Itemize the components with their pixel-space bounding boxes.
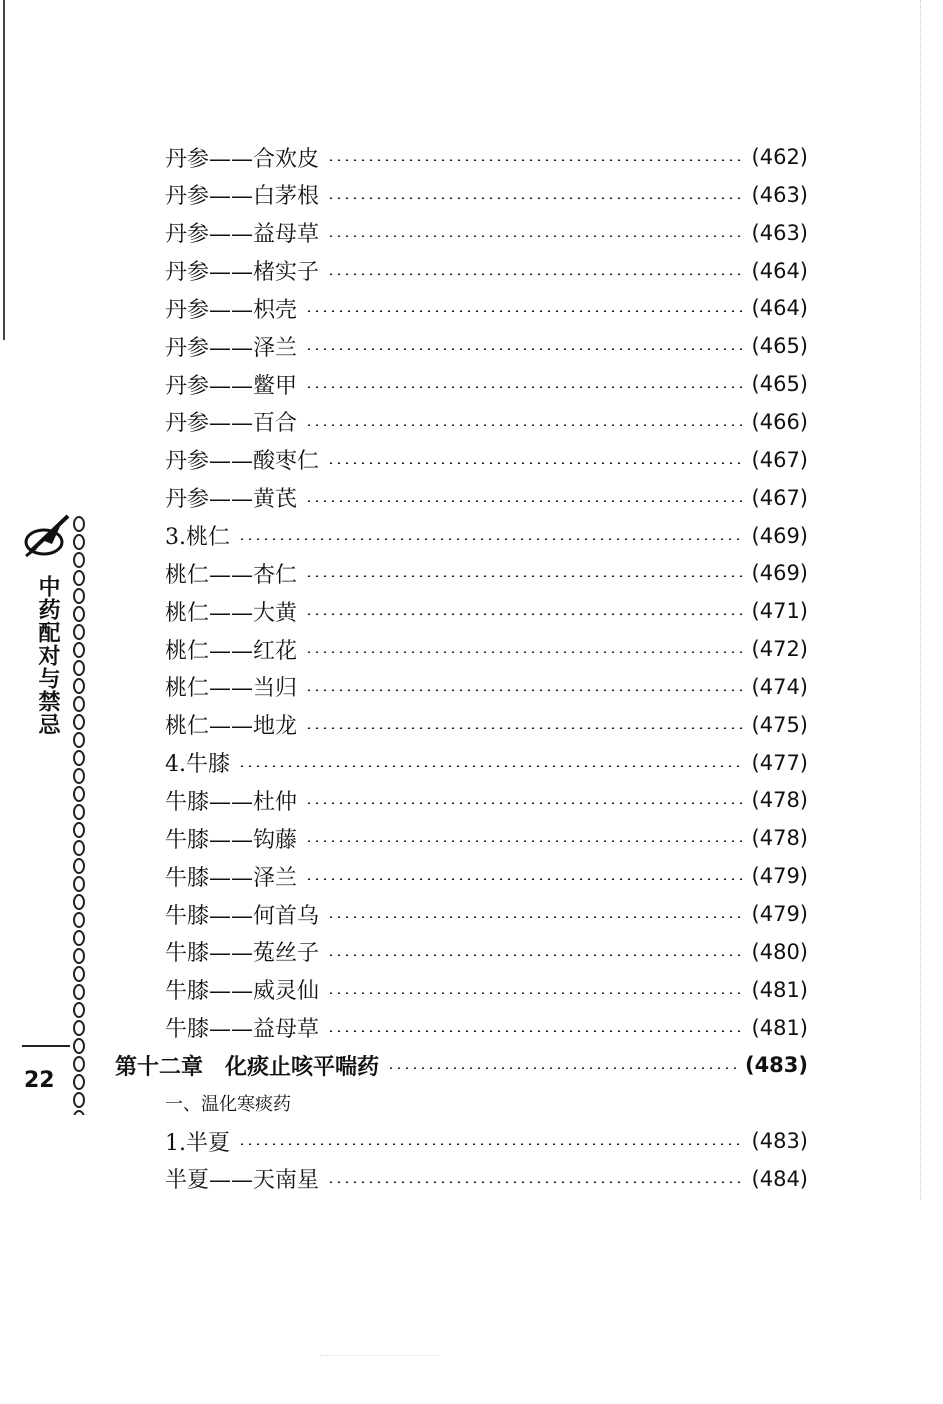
toc-entry-title: 桃仁——红花 xyxy=(165,638,298,664)
toc-entry-title: 丹参——枳壳 xyxy=(165,297,298,323)
toc-row xyxy=(165,140,808,174)
toc-row xyxy=(165,821,808,855)
toc-entry-title: 桃仁——大黄 xyxy=(165,600,298,626)
chain-link-ornament xyxy=(73,984,85,1000)
toc-page-number: (464) xyxy=(751,258,808,283)
toc-page-number: (462) xyxy=(751,145,808,169)
toc-row xyxy=(165,329,808,363)
toc-entry-title: 丹参——黄芪 xyxy=(165,487,298,513)
chain-link-ornament xyxy=(73,516,85,532)
toc-row xyxy=(165,670,808,704)
toc-entry-title: 半夏——天南星 xyxy=(165,1168,320,1194)
chain-link-ornament xyxy=(73,822,85,838)
chain-link-ornament xyxy=(73,1038,85,1054)
toc-entry-title: 丹参——合欢皮 xyxy=(165,146,320,172)
chain-link-ornament xyxy=(73,1110,85,1115)
toc-page-number: (469) xyxy=(751,561,808,586)
toc-entry-title: 桃仁——地龙 xyxy=(165,714,298,740)
toc-entry-title: 3.桃仁 xyxy=(165,525,230,550)
toc-page-number: (481) xyxy=(751,1015,808,1040)
chain-link-ornament xyxy=(73,1002,85,1018)
toc-leader-dots xyxy=(305,348,744,350)
toc-leader-dots xyxy=(305,424,744,426)
toc-leader-dots xyxy=(327,273,744,275)
toc-page-number: (465) xyxy=(751,334,808,359)
chain-link-ornament xyxy=(73,1020,85,1036)
toc-row xyxy=(165,254,808,288)
chain-link-ornament xyxy=(73,786,85,802)
toc-leader-dots xyxy=(238,1143,744,1145)
toc-page-number: (477) xyxy=(751,750,808,775)
toc-page-number: (483) xyxy=(744,1053,808,1078)
toc-entry-title: 第十二章 化痰止咳平喘药 xyxy=(115,1054,380,1080)
page-number-rule xyxy=(22,1045,70,1047)
chain-link-ornament xyxy=(73,1074,85,1090)
chain-link-ornament xyxy=(73,552,85,568)
toc-row xyxy=(165,481,808,515)
toc-row xyxy=(165,367,808,401)
chain-link-ornament xyxy=(73,570,85,586)
toc-leader-dots xyxy=(305,727,744,729)
toc-leader-dots xyxy=(327,916,744,918)
toc-leader-dots xyxy=(327,954,744,956)
toc-page-number: (472) xyxy=(751,637,808,662)
toc-row xyxy=(165,405,808,439)
toc-row xyxy=(165,1011,808,1045)
toc-entry-title: 牛膝——杜仲 xyxy=(165,789,298,815)
toc-leader-dots xyxy=(305,575,744,577)
toc-entry-title: 牛膝——益母草 xyxy=(165,1017,320,1043)
toc-page-number: (478) xyxy=(751,826,808,851)
toc-row xyxy=(165,746,808,780)
chain-link-ornament xyxy=(73,696,85,712)
toc-leader-dots xyxy=(305,500,744,502)
chain-link-ornament xyxy=(73,534,85,550)
toc-entry-title: 丹参——鳖甲 xyxy=(165,373,298,399)
toc-page-number: (469) xyxy=(751,523,808,548)
toc-entry-title: 牛膝——菟丝子 xyxy=(165,941,320,967)
toc-page-number: (484) xyxy=(751,1166,808,1191)
toc-row xyxy=(165,935,808,969)
toc-entry-title: 桃仁——当归 xyxy=(165,676,298,702)
toc-leader-dots xyxy=(327,159,744,161)
toc-leader-dots xyxy=(305,613,744,615)
toc-entry-title: 丹参——百合 xyxy=(165,411,298,437)
toc-leader-dots xyxy=(387,1067,737,1069)
toc-row xyxy=(165,519,808,553)
chain-link-ornament xyxy=(73,966,85,982)
toc-leader-dots xyxy=(305,689,744,691)
toc-leader-dots xyxy=(305,840,744,842)
chain-link-ornament xyxy=(73,1056,85,1072)
toc-entry-title: 丹参——益母草 xyxy=(165,222,320,248)
chain-link-ornament xyxy=(73,732,85,748)
book-title-vertical: 中药配对与禁忌 xyxy=(35,575,60,736)
toc-page-number: (480) xyxy=(751,939,808,964)
toc-leader-dots xyxy=(305,878,744,880)
toc-row xyxy=(165,216,808,250)
toc-leader-dots xyxy=(305,386,744,388)
chain-link-ornament xyxy=(73,894,85,910)
toc-leader-dots xyxy=(327,1030,744,1032)
toc-leader-dots xyxy=(238,765,744,767)
toc-row xyxy=(165,708,808,742)
chain-link-ornament xyxy=(73,876,85,892)
toc-row xyxy=(165,859,808,893)
toc-row xyxy=(165,973,808,1007)
chain-link-ornament xyxy=(73,678,85,694)
toc-chapter-row xyxy=(115,1048,808,1082)
toc-entry-title: 牛膝——泽兰 xyxy=(165,865,298,891)
toc-leader-dots xyxy=(327,992,744,994)
toc-leader-dots xyxy=(305,651,744,653)
toc-page-number: (474) xyxy=(751,674,808,699)
toc-page-number: (463) xyxy=(751,182,808,207)
toc-leader-dots xyxy=(327,235,744,237)
toc-entry-title: 丹参——泽兰 xyxy=(165,335,298,361)
chain-link-ornament xyxy=(73,606,85,622)
toc-page-number: (467) xyxy=(751,447,808,472)
toc-row xyxy=(165,783,808,817)
toc-page-number: (471) xyxy=(751,599,808,624)
toc-entry-title: 一、温化寒痰药 xyxy=(165,1094,291,1116)
toc-entry-title: 丹参——白茅根 xyxy=(165,184,320,210)
toc-section-heading xyxy=(165,1086,808,1120)
page-binding-edge xyxy=(3,0,5,340)
toc-row xyxy=(165,1124,808,1158)
toc-page-number: (464) xyxy=(751,296,808,321)
toc-entry-title: 1.半夏 xyxy=(165,1130,230,1156)
toc-row xyxy=(165,291,808,325)
toc-leader-dots xyxy=(327,462,744,464)
chain-link-ornament xyxy=(73,714,85,730)
chain-link-ornament xyxy=(73,912,85,928)
toc-page-number: (475) xyxy=(751,712,808,737)
toc-entry-title: 4.牛膝 xyxy=(165,752,230,778)
toc-page-number: (479) xyxy=(751,864,808,889)
toc-leader-dots xyxy=(238,538,744,540)
chain-link-ornament xyxy=(73,948,85,964)
toc-page-number: (481) xyxy=(751,977,808,1002)
chain-link-ornament xyxy=(73,768,85,784)
chain-link-ornament xyxy=(73,750,85,766)
toc-page-number: (466) xyxy=(751,409,808,434)
chain-link-ornament xyxy=(73,588,85,604)
toc-entry-title: 牛膝——何首乌 xyxy=(165,903,320,929)
decorative-chain-border xyxy=(72,515,86,1115)
scan-artifact xyxy=(320,1355,440,1366)
toc-entry-title: 丹参——酸枣仁 xyxy=(165,449,320,475)
toc-row xyxy=(165,632,808,666)
toc-page-number: (483) xyxy=(751,1129,808,1154)
toc-page-number: (465) xyxy=(751,372,808,397)
toc-leader-dots xyxy=(305,802,744,804)
page-right-edge xyxy=(919,0,921,1200)
toc-leader-dots xyxy=(327,197,744,199)
toc-row xyxy=(165,443,808,477)
toc-entry-title: 丹参——楮实子 xyxy=(165,260,320,286)
chain-link-ornament xyxy=(73,660,85,676)
toc-row xyxy=(165,556,808,590)
chain-link-ornament xyxy=(73,1092,85,1108)
chain-link-ornament xyxy=(73,840,85,856)
toc-page-number: (479) xyxy=(751,902,808,926)
toc-entry-title: 桃仁——杏仁 xyxy=(165,562,298,588)
toc-row xyxy=(165,1162,808,1196)
page-number: 22 xyxy=(24,1068,55,1093)
chain-link-ornament xyxy=(73,642,85,658)
toc-page-number: (478) xyxy=(751,788,808,813)
toc-leader-dots xyxy=(327,1181,744,1183)
toc-row xyxy=(165,897,808,931)
chain-link-ornament xyxy=(73,804,85,820)
chain-link-ornament xyxy=(73,858,85,874)
toc-row xyxy=(165,594,808,628)
quill-pen-icon xyxy=(22,512,74,560)
toc-page-number: (467) xyxy=(751,485,808,510)
chain-link-ornament xyxy=(73,624,85,640)
chain-link-ornament xyxy=(73,930,85,946)
toc-entry-title: 牛膝——钩藤 xyxy=(165,827,298,853)
toc-entry-title: 牛膝——威灵仙 xyxy=(165,979,320,1005)
toc-leader-dots xyxy=(305,310,744,312)
toc-row xyxy=(165,178,808,212)
toc-page-number: (463) xyxy=(751,220,808,245)
